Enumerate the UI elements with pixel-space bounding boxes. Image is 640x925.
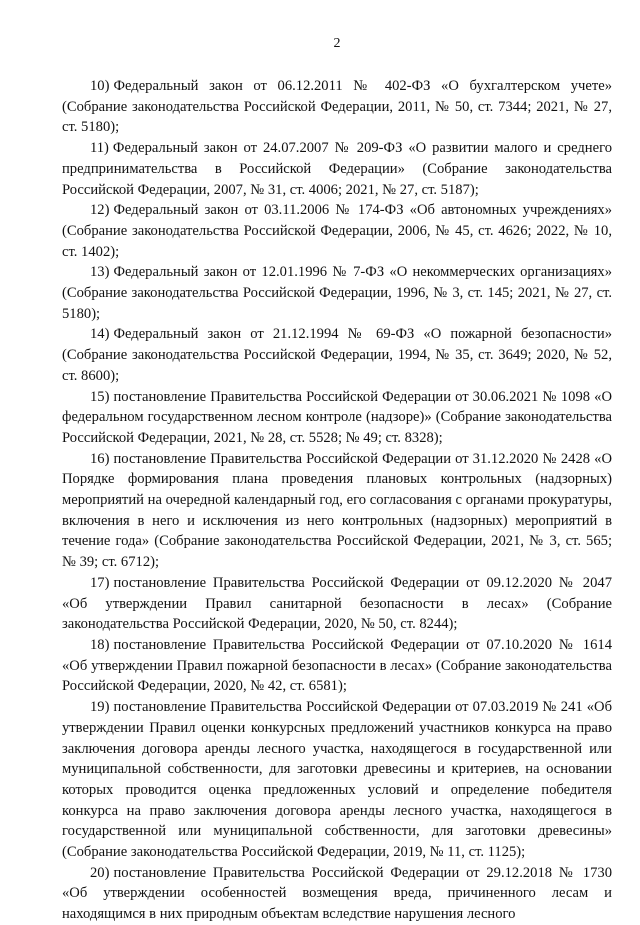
- item-text: постановление Правительства Российской Федерации от 07.10.2020 № 1614 «Об утверждении Правил пожарной безопасности в лесах» (Собрание законодательства Российской Федерации, 2020, № 42, ст. 6581);: [62, 636, 612, 695]
- item-text: Федеральный закон от 24.07.2007 № 209-ФЗ «О развитии малого и среднего предпринимательства в Российской Федерации» (Собрание законодательства Российской Федерации, 2007, № 31, ст. 4006; 2021, № 27, ст. 5187);: [62, 140, 612, 198]
- item-text: постановление Правительства Российской Федерации от 07.03.2019 № 241 «Об утверждении Правил оценки конкурсных предложений участников конкурса на право заключения договора аренды лесного участка, находящегося в государственной или муниципальной собственности, для заготовки древесины и критериев, на основании которых проводится оценка предложенных условий и определение победителя конкурса на право заключения договора аренды лесного участка, находящегося в государственной или муниципальной собственности, для заготовки древесины» (Собрание законодательства Российской Федерации, 2019, № 11, ст. 1125);: [62, 699, 612, 861]
- item-number: 18): [90, 636, 110, 653]
- item-number: 13): [90, 264, 110, 281]
- item-number: 11): [90, 140, 109, 157]
- item-number: 19): [90, 699, 110, 716]
- item-text: постановление Правительства Российской Федерации от 31.12.2020 № 2428 «О Порядке формирования плана проведения плановых контрольных (надзорных) мероприятий на очередной календарный год, его согласования с органами прокуратуры, включения в него и исключения из него контрольных (надзорных) мероприятий в течение года» (Собрание законодательства Российской Федерации, 2021, № 3, ст. 565; № 39; ст. 6712);: [62, 450, 612, 571]
- list-item: [62, 262, 612, 324]
- item-text: Федеральный закон от 06.12.2011 № 402-ФЗ «О бухгалтерском учете» (Собрание законодательства Российской Федерации, 2011, № 50, ст. 7344; 2021, № 27, ст. 5180);: [62, 78, 612, 136]
- list-item: [62, 200, 612, 262]
- list-item: [62, 697, 612, 863]
- item-number: 17): [90, 574, 110, 591]
- item-number: 14): [90, 326, 110, 343]
- list-item: [62, 76, 612, 138]
- item-number: 16): [90, 450, 110, 467]
- item-text: Федеральный закон от 03.11.2006 № 174-ФЗ «Об автономных учреждениях» (Собрание законодательства Российской Федерации, 2006, № 45, ст. 4626; 2022, № 10, ст. 1402);: [62, 202, 612, 260]
- list-item: [62, 863, 612, 925]
- item-text: постановление Правительства Российской Федерации от 30.06.2021 № 1098 «О федеральном государственном лесном контроле (надзоре)» (Собрание законодательства Российской Федерации, 2021, № 28, ст. 5528; № 49; ст. 8328);: [62, 388, 612, 446]
- item-number: 10): [90, 78, 110, 94]
- list-item: [62, 573, 612, 635]
- list-item: [62, 324, 612, 386]
- item-number: 20): [90, 864, 110, 881]
- list-item: [62, 449, 612, 573]
- item-text: постановление Правительства Российской Федерации от 29.12.2018 № 1730 «Об утверждении особенностей возмещения вреда, причиненного лесам и находящимся в них природным объектам вследствие нарушения лесного: [62, 864, 612, 923]
- item-number: 15): [90, 388, 110, 405]
- item-text: Федеральный закон от 21.12.1994 № 69-ФЗ «О пожарной безопасности» (Собрание законодательства Российской Федерации, 1994, № 35, ст. 3649; 2020, № 52, ст. 8600);: [62, 326, 612, 384]
- page-number: 2: [333, 36, 341, 51]
- list-item: [62, 635, 612, 697]
- list-item: [62, 138, 612, 200]
- list-item: [62, 387, 612, 449]
- item-text: постановление Правительства Российской Федерации от 09.12.2020 № 2047 «Об утверждении Правил санитарной безопасности в лесах» (Собрание законодательства Российской Федерации, 2020, № 50, ст. 8244);: [62, 574, 612, 633]
- item-text: Федеральный закон от 12.01.1996 № 7-ФЗ «О некоммерческих организациях» (Собрание законодательства Российской Федерации, 1996, № 3, ст. 145; 2021, № 27, ст. 5180);: [62, 264, 612, 322]
- item-number: 12): [90, 202, 110, 219]
